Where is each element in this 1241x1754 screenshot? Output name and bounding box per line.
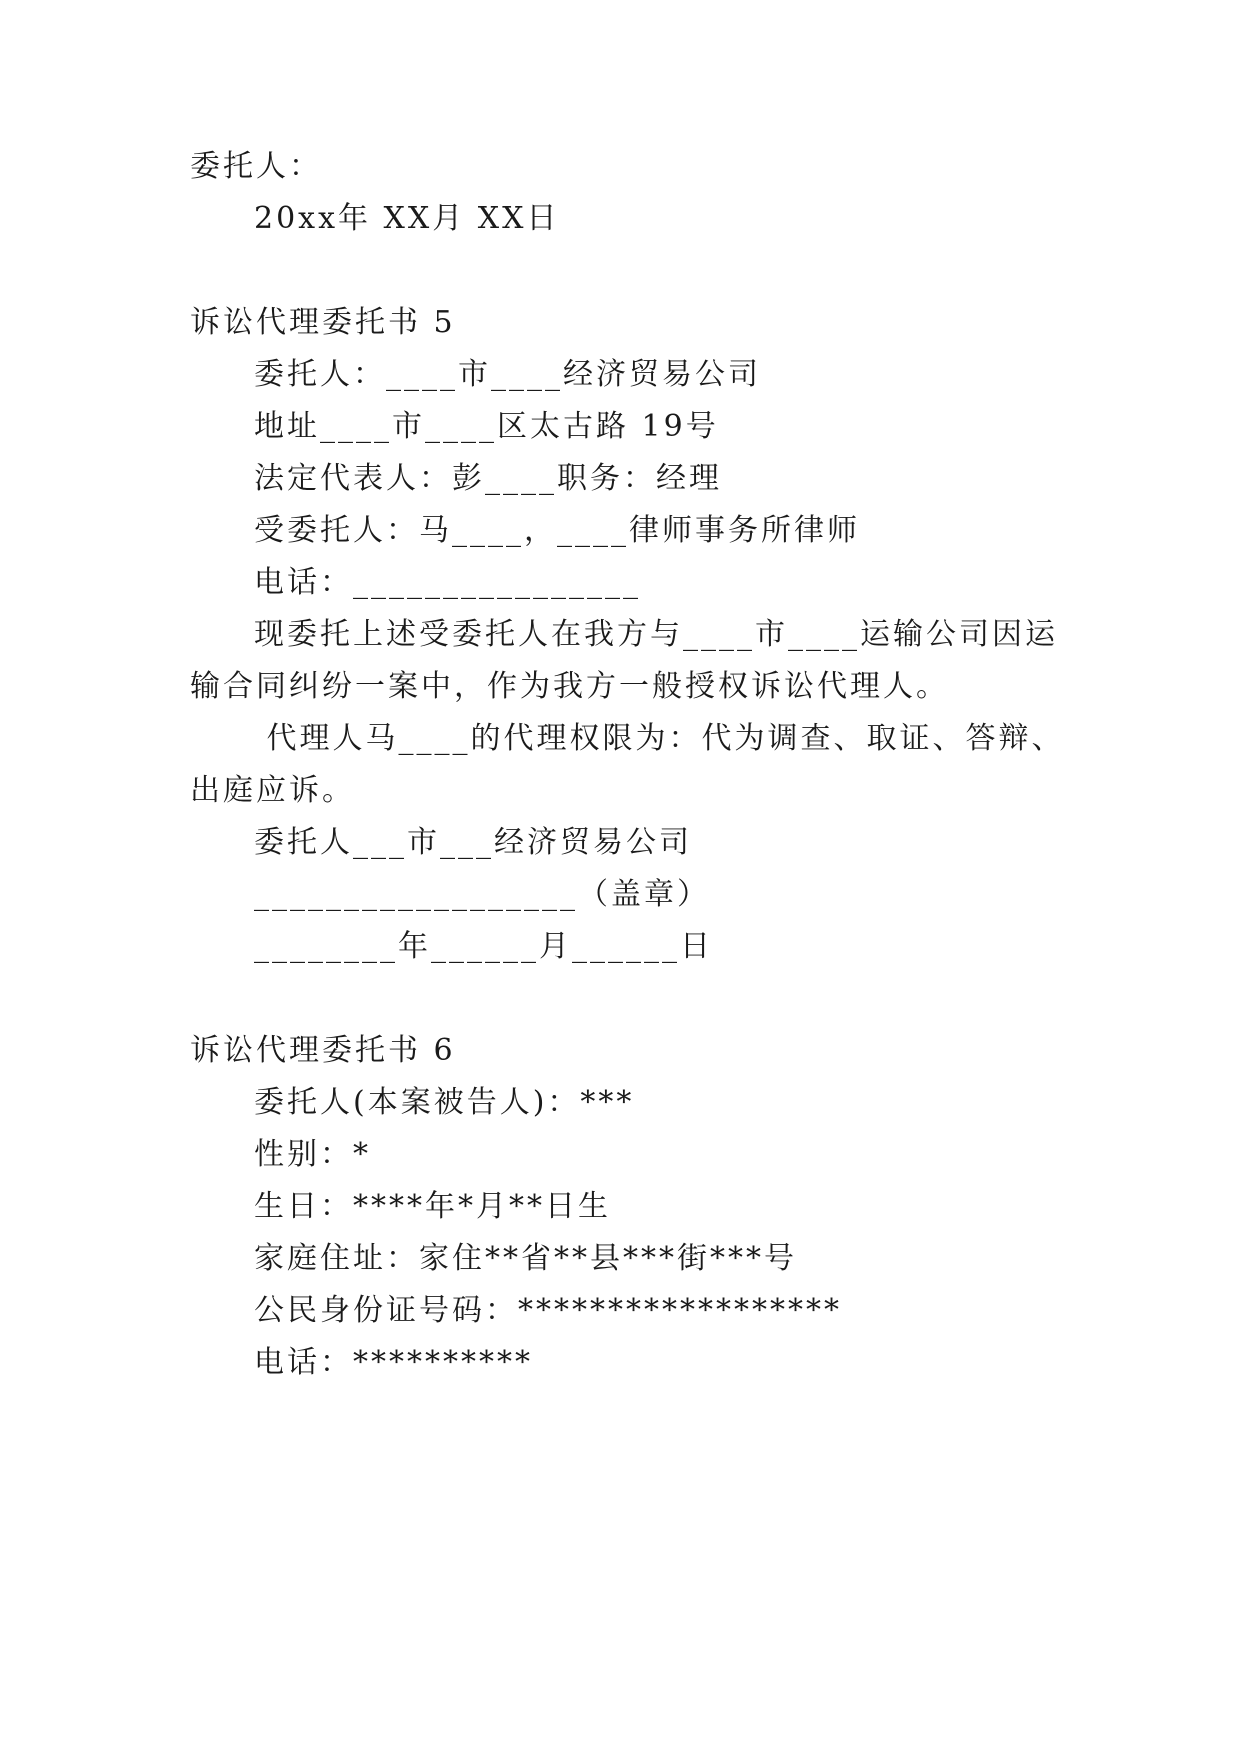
section5-body1-line1: 现委托上述受委托人在我方与____市____运输公司因运 [254, 617, 1058, 652]
section5-body2-line1: 代理人马____的代理权限为：代为调查、取证、答辩、 [254, 721, 1065, 756]
section5-address: 地址____市____区太古路 19号 [254, 409, 719, 444]
section6-home-address: 家庭住址：家住**省**县***街***号 [254, 1241, 797, 1276]
section5-seal: __________________（盖章） [254, 877, 710, 912]
section5-title: 诉讼代理委托书 5 [190, 305, 456, 340]
section5-body2-line2: 出庭应诉。 [190, 773, 355, 808]
section5-legal-rep: 法定代表人：彭____职务：经理 [254, 461, 722, 496]
section5-sign-principal: 委托人___市___经济贸易公司 [254, 825, 692, 860]
section6-gender: 性别：* [254, 1137, 371, 1172]
prev-principal-label: 委托人： [190, 149, 322, 184]
section6-title: 诉讼代理委托书 6 [190, 1033, 456, 1068]
section6-principal: 委托人(本案被告人)：*** [254, 1085, 635, 1120]
section5-agent: 受委托人：马____，____律师事务所律师 [254, 513, 860, 548]
section5-sign-date: ________年______月______日 [254, 929, 713, 964]
section5-principal: 委托人：____市____经济贸易公司 [254, 357, 761, 392]
section6-phone: 电话：********** [254, 1345, 533, 1380]
prev-date: 20xx年 XX月 XX日 [254, 201, 560, 236]
section6-id-number: 公民身份证号码：****************** [254, 1293, 842, 1328]
section5-body1-line2: 输合同纠纷一案中，作为我方一般授权诉讼代理人。 [190, 669, 949, 704]
section6-birthday: 生日：****年*月**日生 [254, 1189, 611, 1224]
section5-phone: 电话：________________ [254, 565, 641, 600]
